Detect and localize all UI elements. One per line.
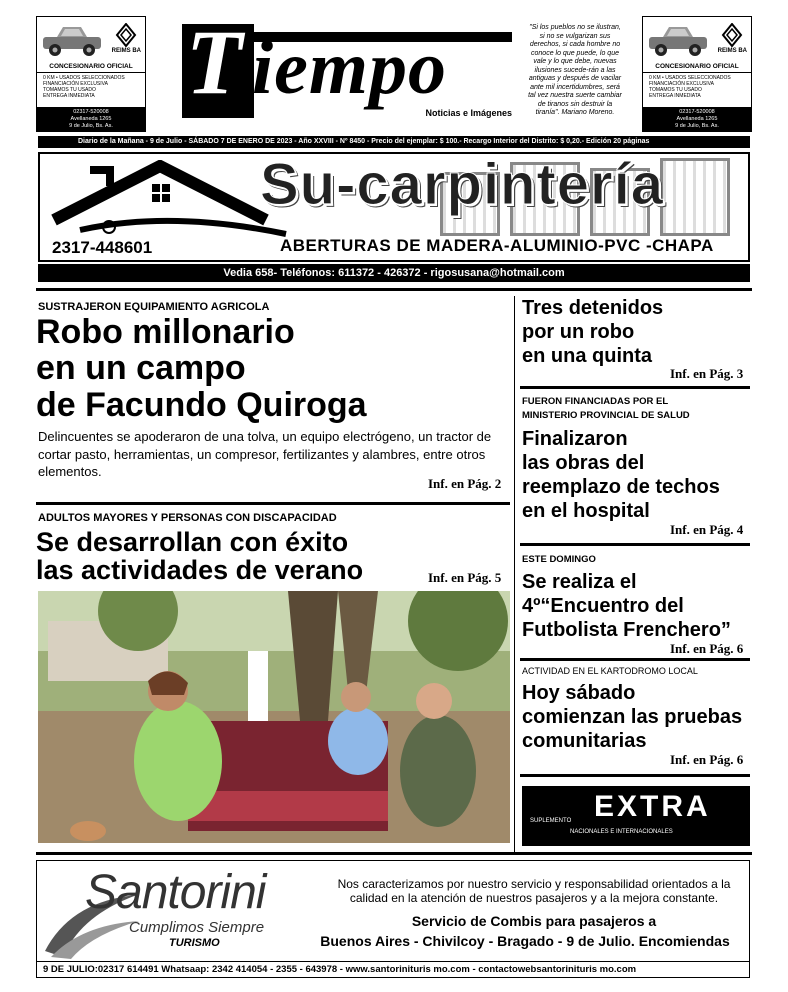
- santorini-description: Nos caracterizamos por nuestro servicio y responsabilidad orientados a la calidad en la atención de nuestros pasajeros y a la mejora constante.: [337, 877, 731, 905]
- ad-item: FINANCIACIÓN EXCLUSIVA: [649, 81, 714, 87]
- article-headline: [36, 529, 363, 584]
- headline-line: las actividades de verano: [36, 554, 364, 585]
- renault-logo-icon: [721, 23, 743, 47]
- page-ref[interactable]: Inf. en Pág. 2: [428, 476, 502, 491]
- carpinteria-name: Su-carpintería: [260, 152, 664, 217]
- ad-city: 9 de Julio, Bs. As.: [675, 123, 719, 129]
- santorini-destinations: Buenos Aires - Chivilcoy - Bragado - 9 de Julio. Encomiendas: [320, 933, 730, 949]
- ad-item: 0 KM • USADOS SELECCIONADOS: [649, 75, 731, 81]
- santorini-ad: [36, 860, 750, 978]
- ad-title: CONCESIONARIO OFICIAL: [37, 63, 145, 73]
- santorini-slogan: Cumplimos Siempre: [129, 919, 265, 936]
- masthead-title: iempo: [252, 26, 447, 110]
- santorini-logo: Santorini: [85, 866, 266, 919]
- headline-line: reemplazo de techos: [522, 476, 720, 498]
- extra-supplement-box[interactable]: [522, 786, 750, 846]
- extra-label: SUPLEMENTO: [530, 818, 572, 824]
- santorini-turismo: TURISMO: [169, 937, 220, 949]
- section-rule: [520, 774, 750, 777]
- headline-line: Finalizaron: [522, 428, 628, 450]
- header-ad-right: [642, 16, 752, 132]
- masthead-subtitle: Noticias e Imágenes: [425, 108, 512, 118]
- ad-items: [43, 75, 125, 99]
- carpinteria-phone: 2317-448601: [52, 238, 153, 257]
- ad-item: FINANCIACIÓN EXCLUSIVA: [43, 81, 108, 87]
- photo-illustration: [38, 591, 510, 843]
- ad-items: [649, 75, 731, 99]
- article-kicker: ESTE DOMINGO: [522, 554, 596, 565]
- ad-title: CONCESIONARIO OFICIAL: [643, 63, 751, 73]
- ad-item: ENTREGA INMEDIATA: [43, 93, 95, 99]
- headline-line: por un robo: [522, 321, 635, 343]
- headline-line: Hoy sábado: [522, 682, 636, 704]
- extra-subtitle: NACIONALES E INTERNACIONALES: [570, 829, 673, 835]
- pickup-truck-icon: [41, 23, 103, 57]
- article-photo: [38, 591, 510, 843]
- masthead: [180, 11, 512, 122]
- ad-contact: [37, 107, 145, 131]
- section-rule: [36, 852, 752, 855]
- article-headline: [36, 314, 367, 423]
- masthead-initial: T: [186, 11, 243, 113]
- article-lead: Delincuentes se apoderaron de una tolva, un equipo electrógeno, un tractor de cortar pasto, herramientas, un compresor, fertilizantes y alambres, entre otros elementos.: [38, 429, 492, 480]
- headline-line: de Facundo Quiroga: [36, 385, 367, 424]
- headline-line: Se realiza el: [522, 571, 637, 593]
- carpinteria-subtitle: ABERTURAS DE MADERA-ALUMINIO-PVC -CHAPA: [280, 236, 714, 255]
- santorini-service: Servicio de Combis para pasajeros a: [411, 913, 657, 929]
- headline-line: comienzan las pruebas: [522, 706, 743, 728]
- page-ref[interactable]: Inf. en Pág. 4: [670, 522, 744, 537]
- headline-line: Se desarrollan con éxito: [36, 527, 349, 557]
- ad-phone: 02317-520008: [73, 109, 109, 115]
- ad-item: 0 KM • USADOS SELECCIONADOS: [43, 75, 125, 81]
- headline-line: en el hospital: [522, 500, 650, 522]
- article-headline: [522, 681, 742, 753]
- article-kicker: ADULTOS MAYORES Y PERSONAS CON DISCAPACIDAD: [38, 512, 337, 524]
- carpinteria-ad: [38, 152, 750, 262]
- section-rule: [520, 543, 750, 546]
- ad-address: Avellaneda 1265: [676, 116, 718, 122]
- headline-line: Robo millonario: [36, 313, 295, 351]
- page-ref[interactable]: Inf. en Pág. 5: [428, 570, 502, 585]
- section-rule: [36, 502, 510, 505]
- headline-line: en una quinta: [522, 345, 652, 367]
- article-kicker: SUSTRAJERON EQUIPAMIENTO AGRICOLA: [38, 301, 270, 313]
- renault-logo-icon: [115, 23, 137, 47]
- ad-item: TOMAMOS TU USADO: [43, 87, 96, 93]
- pickup-truck-icon: [647, 23, 709, 57]
- header-ad-left: [36, 16, 146, 132]
- house-roof-icon: [50, 160, 290, 240]
- extra-title: EXTRA: [594, 790, 711, 823]
- ad-item: ENTREGA INMEDIATA: [649, 93, 701, 99]
- headline-line: comunitarias: [522, 730, 647, 752]
- page-ref[interactable]: Inf. en Pág. 3: [670, 366, 744, 381]
- headline-line: en un campo: [36, 349, 246, 388]
- headline-line: Futbolista Frenchero”: [522, 619, 731, 641]
- ad-item: TOMAMOS TU USADO: [649, 87, 702, 93]
- section-rule: [36, 288, 752, 291]
- column-divider: [514, 296, 515, 852]
- article-kicker: MINISTERIO PROVINCIAL DE SALUD: [522, 410, 690, 421]
- brand-name: REIMS BA: [111, 48, 141, 54]
- dateline: Diario de la Mañana - 9 de Julio - SÁBADO 7 DE ENERO DE 2023 - Año XXVIII - Nº 8450 - Precio del ejemplar: $ 100.- Recargo Interior del Distrito: $ 0,20.- Edición 20 páginas: [38, 136, 750, 148]
- headline-line: las obras del: [522, 452, 645, 474]
- section-rule: [520, 386, 750, 389]
- ad-city: 9 de Julio, Bs. As.: [69, 123, 113, 129]
- brand-name: REIMS BA: [717, 48, 747, 54]
- article-headline: [522, 427, 720, 523]
- santorini-contact: 9 DE JULIO:02317 614491 Whatsaap: 2342 414054 - 2355 - 643978 - www.santorinituris mo.com - contactowebsantorinituris mo.com: [37, 961, 749, 977]
- masthead-quote: "Si los pueblos no se ilustran, si no se vulgarizan sus derechos, si cada hombre no conoce lo que puede, lo que vale y lo que debe, nuevas ilusiones sucede-rán a las antiguas y después de vacilar ante mil incertidumbres, será tal vez nuestra suerte cambiar de tiranos sin destruir la tiranía". Mariano Moreno.: [528, 24, 622, 116]
- article-kicker: ACTIVIDAD EN EL KARTODROMO LOCAL: [522, 666, 698, 676]
- headline-line: 4º“Encuentro del: [522, 595, 684, 617]
- whatsapp-icon: [102, 220, 116, 234]
- article-kicker: FUERON FINANCIADAS POR EL: [522, 396, 669, 407]
- carpinteria-contact: Vedia 658- Teléfonos: 611372 - 426372 - rigosusana@hotmail.com: [38, 264, 750, 282]
- ad-contact: [643, 107, 751, 131]
- page-ref[interactable]: Inf. en Pág. 6: [670, 752, 744, 767]
- article-headline: [522, 570, 731, 642]
- page-ref[interactable]: Inf. en Pág. 6: [670, 641, 744, 656]
- article-headline: [522, 296, 663, 368]
- section-rule: [520, 658, 750, 661]
- headline-line: Tres detenidos: [522, 297, 664, 319]
- ad-phone: 02317-520008: [679, 109, 715, 115]
- ad-address: Avellaneda 1265: [70, 116, 112, 122]
